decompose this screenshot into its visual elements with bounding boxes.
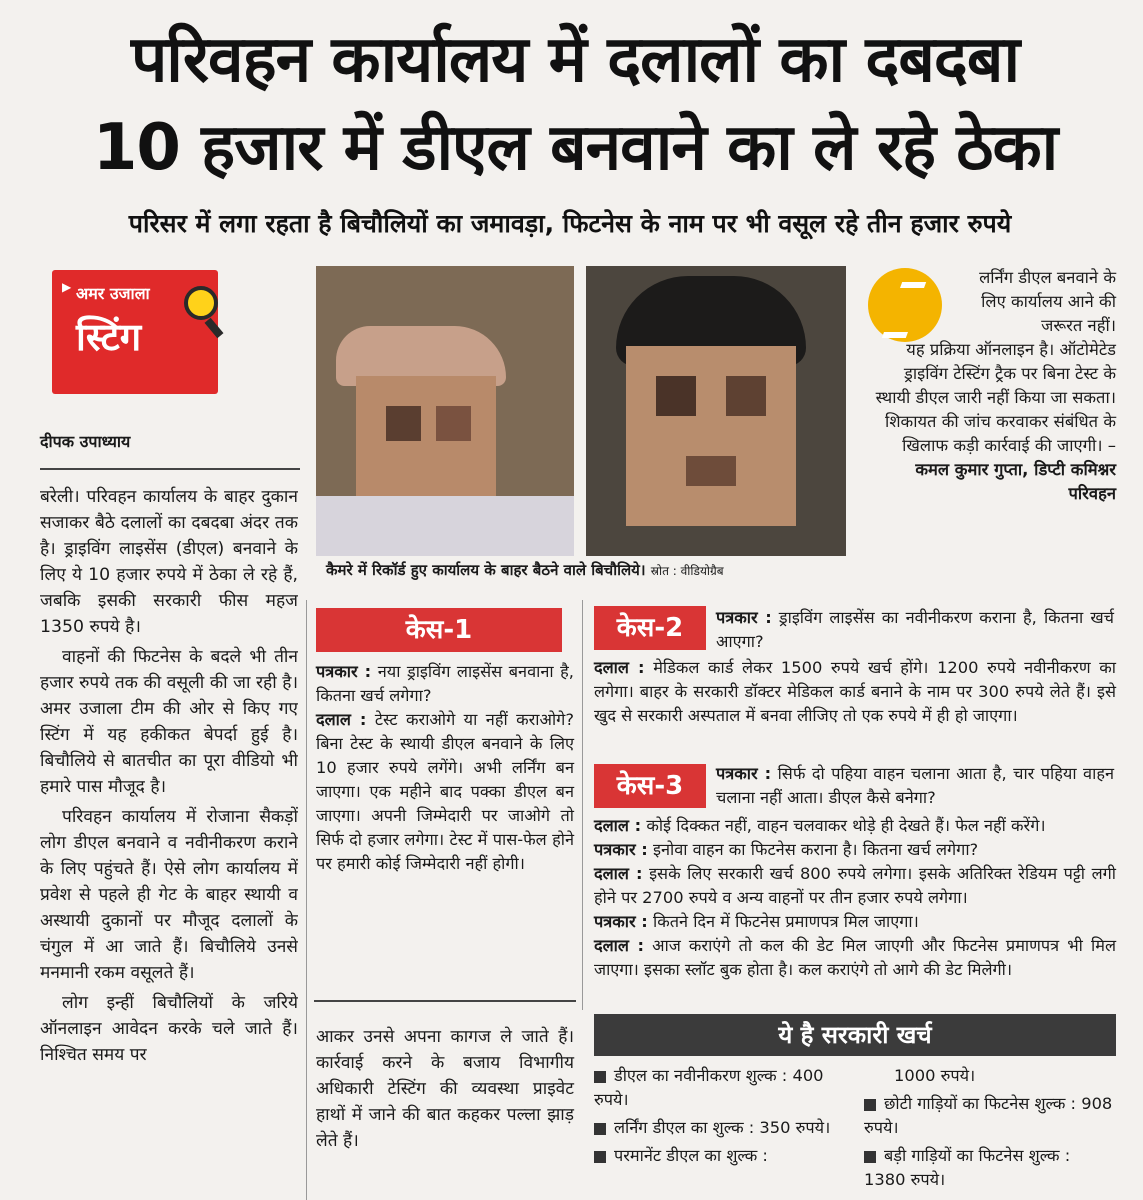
caption-text: कैमरे में रिकॉर्ड हुए कार्यालय के बाहर बैठने वाले बिचौलिये। [326, 561, 646, 579]
bullet-square-icon [594, 1151, 606, 1163]
case3-dialogue [594, 814, 1116, 982]
case1-dialogue [316, 660, 574, 876]
body-paragraph: लोग इन्हीं बिचौलियों के जरिये ऑनलाइन आवेदन करके चले जाते हैं। निश्चित समय पर [40, 993, 298, 1065]
case3-question2: इनोवा वाहन का फिटनेस कराना है। कितना खर्च लगेगा? [652, 840, 979, 859]
case1-question: नया ड्राइविंग लाइसेंस बनवाना है, कितना खर्च लगेगा? [316, 662, 574, 705]
pixel-block [656, 376, 696, 416]
case3-question1: सिर्फ दो पहिया वाहन चलाना आता है, चार पहिया वाहन चलाना नहीं आता। डीएल कैसे बनेगा? [716, 764, 1114, 807]
body-column-middle [316, 1024, 574, 1158]
case3-q3-label: पत्रकार : [594, 912, 648, 931]
column-rule [306, 600, 307, 1200]
logo-brand: अमर उजाला [76, 284, 150, 303]
bullet-square-icon [864, 1099, 876, 1111]
caption-source: स्रोत : वीडियोग्रैब [650, 564, 724, 578]
body-paragraph: परिवहन कार्यालय में रोजाना सैकड़ों लोग डीएल बनवाने व नवीनीकरण कराने के लिए पहुंचते हैं। ऐसे लोग कार्यालय में प्रवेश से पहले ही गेट के बाहर स्थायी व अस्थायी दुकानों पर मौजूद दलालों के चंगुल में आ जाते हैं। बिचौलिये उनसे मनमानी रकम वसूलते हैं। [40, 807, 298, 983]
cost-item [864, 1092, 1116, 1140]
bullet-square-icon [594, 1123, 606, 1135]
quote-text-2: यह प्रक्रिया ऑनलाइन है। ऑटोमेटेड ड्राइविंग टेस्टिंग ट्रैक पर बिना टेस्ट के स्थायी डीएल जारी नहीं किया जा सकता। शिकायत की जांच करवाकर संबंधित के खिलाफ कड़ी कार्रवाई की जाएगी। – [875, 340, 1116, 455]
quote-author: कमल कुमार गुप्ता, डिप्टी कमिश्नर परिवहन [915, 460, 1116, 503]
cost-item-text: परमानेंट डीएल का शुल्क : [614, 1146, 768, 1165]
body-paragraph: आकर उनसे अपना कागज ले जाते हैं। कार्रवाई करने के बजाय विभागीय अधिकारी टेस्टिंग की व्यवस्था प्राइवेट हाथों में जाने की बात कहकर पल्ला झाड़ लेते हैं। [316, 1027, 574, 1151]
headline-line1: परिवहन कार्यालय में दलालों का दबदबा [130, 23, 1020, 97]
body-paragraph: बरेली। परिवहन कार्यालय के बाहर दुकान सजाकर बैठे दलालों का दबदबा अंदर तक है। ड्राइविंग लाइसेंस (डीएल) बनवाने के लिए ये 10 हजार रुपये में ठेका ले रहे हैं, जबकि इसकी सरकारी फीस महज 1350 रुपये है। [40, 487, 298, 637]
cost-item [594, 1064, 844, 1112]
magnifier-icon [184, 286, 218, 320]
pixel-block [386, 406, 421, 441]
pixelated-face [356, 376, 496, 516]
case1-tag: केस-1 [316, 608, 562, 652]
case3-question3: कितने दिन में फिटनेस प्रमाणपत्र मिल जाएगा। [652, 912, 919, 931]
cost-item-text: बड़ी गाड़ियों का फिटनेस शुल्क : 1380 रुपये। [864, 1146, 1071, 1189]
government-cost-box [594, 1014, 1116, 1200]
divider [314, 1000, 576, 1002]
case2-answer: मेडिकल कार्ड लेकर 1500 रुपये खर्च होंगे। 1200 रुपये नवीनीकरण का लगेगा। बाहर के सरकारी डॉक्टर मेडिकल कार्ड बनाने के नाम पर 300 रुपये लेते हैं। इसे खुद से सरकारी अस्पताल में बनवा लीजिए तो एक रुपये में ही हो जाएगा। [594, 658, 1116, 725]
cost-list-left [594, 1064, 844, 1168]
headline-line2: 10 हजार में डीएल बनवाने का ले रहे ठेका [92, 111, 1058, 185]
body-paragraph: वाहनों की फिटनेस के बदले भी तीन हजार रुपये तक की वसूली की जा रही है। अमर उजाला टीम की ओर से किए गए स्टिंग में यह हकीकत बेपर्दा हुई है। बिचौलिये से बातचीत का पूरा वीडियो भी हमारे पास मौजूद है। [40, 647, 298, 797]
case3-answer2: इसके लिए सरकारी खर्च 800 रुपये लगेगा। इसके अतिरिक्त रेडियम पट्टी लगी होने पर 2700 रुपये व अन्य वाहनों पर तीन हजार रुपये लगेगा। [594, 864, 1116, 907]
pixel-block [686, 456, 736, 486]
case3-q2-label: पत्रकार : [594, 840, 648, 859]
case3-answer1: कोई दिक्कत नहीं, वाहन चलवाकर थोड़े ही देखते हैं। फेल नहीं करेंगे। [646, 816, 1046, 835]
play-icon: ▶ [62, 280, 72, 294]
bullet-square-icon [864, 1151, 876, 1163]
cost-item [864, 1144, 1116, 1192]
divider [40, 468, 300, 470]
shirt-shape [316, 496, 574, 556]
case3-q1-label: पत्रकार : [716, 764, 772, 783]
case2-question: ड्राइविंग लाइसेंस का नवीनीकरण कराना है, कितना खर्च आएगा? [716, 608, 1114, 651]
case3-a2-label: दलाल : [594, 864, 643, 883]
photo-caption [326, 560, 724, 580]
case2-question-block [716, 606, 1114, 654]
case3-a1-label: दलाल : [594, 816, 642, 835]
case3-answer3: आज कराएंगे तो कल की डेट मिल जाएगी और फिटनेस प्रमाणपत्र भी मिल जाएगा। इसका स्लॉट बुक होता है। कल कराएंगे तो आगे की डेट मिलेगी। [594, 936, 1116, 979]
cost-box-title: ये है सरकारी खर्च [594, 1014, 1116, 1056]
logo-label: स्टिंग [76, 315, 142, 359]
pixel-block [726, 376, 766, 416]
photo-middleman-1 [316, 266, 574, 556]
cost-item-text: डीएल का नवीनीकरण शुल्क : 400 रुपये। [594, 1066, 824, 1109]
case2-q-label: पत्रकार : [716, 608, 772, 627]
case1-a-label: दलाल : [316, 710, 367, 729]
photo-middleman-2 [586, 266, 846, 556]
officer-quote [868, 266, 1116, 506]
cost-item [594, 1116, 844, 1140]
bullet-square-icon [594, 1071, 606, 1083]
case3-question-block [716, 762, 1114, 810]
quote-text-1: लर्निंग डीएल बनवाने के लिए कार्यालय आने की जरूरत नहीं। [979, 268, 1116, 335]
pixelated-face [626, 346, 796, 526]
case2-answer-block [594, 656, 1116, 728]
case3-tag: केस-3 [594, 764, 706, 808]
cost-item-text: छोटी गाड़ियों का फिटनेस शुल्क : 908 रुपये। [864, 1094, 1113, 1137]
cost-item-continued: 1000 रुपये। [894, 1066, 976, 1085]
cost-item-text: लर्निंग डीएल का शुल्क : 350 रुपये। [614, 1118, 831, 1137]
body-column-left [40, 484, 298, 1200]
case2-tag: केस-2 [594, 606, 706, 650]
case3-a3-label: दलाल : [594, 936, 645, 955]
byline: दीपक उपाध्याय [40, 432, 131, 451]
case2-a-label: दलाल : [594, 658, 645, 677]
subheadline: परिसर में लगा रहता है बिचौलियों का जमावड़ा, फिटनेस के नाम पर भी वसूल रहे तीन हजार रुपये [128, 209, 1012, 238]
column-rule [582, 600, 583, 1010]
cost-item [594, 1144, 844, 1168]
case1-q-label: पत्रकार : [316, 662, 372, 681]
amar-ujala-sting-logo [52, 270, 218, 394]
cost-list-right [864, 1064, 1116, 1192]
pixel-block [436, 406, 471, 441]
magnifier-handle [205, 318, 224, 338]
case1-answer: टेस्ट कराओगे या नहीं कराओगे? बिना टेस्ट के स्थायी डीएल बनवाने के लिए 10 हजार रुपये लगेंगे। अभी लर्निंग बन जाएगा। एक महीने बाद पक्का डीएल बन जाएगा। अपनी जिम्मेदारी पर जाओगे तो सिर्फ दो हजार लगेगा। टेस्ट में पास-फेल होने पर हमारी कोई जिम्मेदारी नहीं होगी। [316, 710, 574, 873]
